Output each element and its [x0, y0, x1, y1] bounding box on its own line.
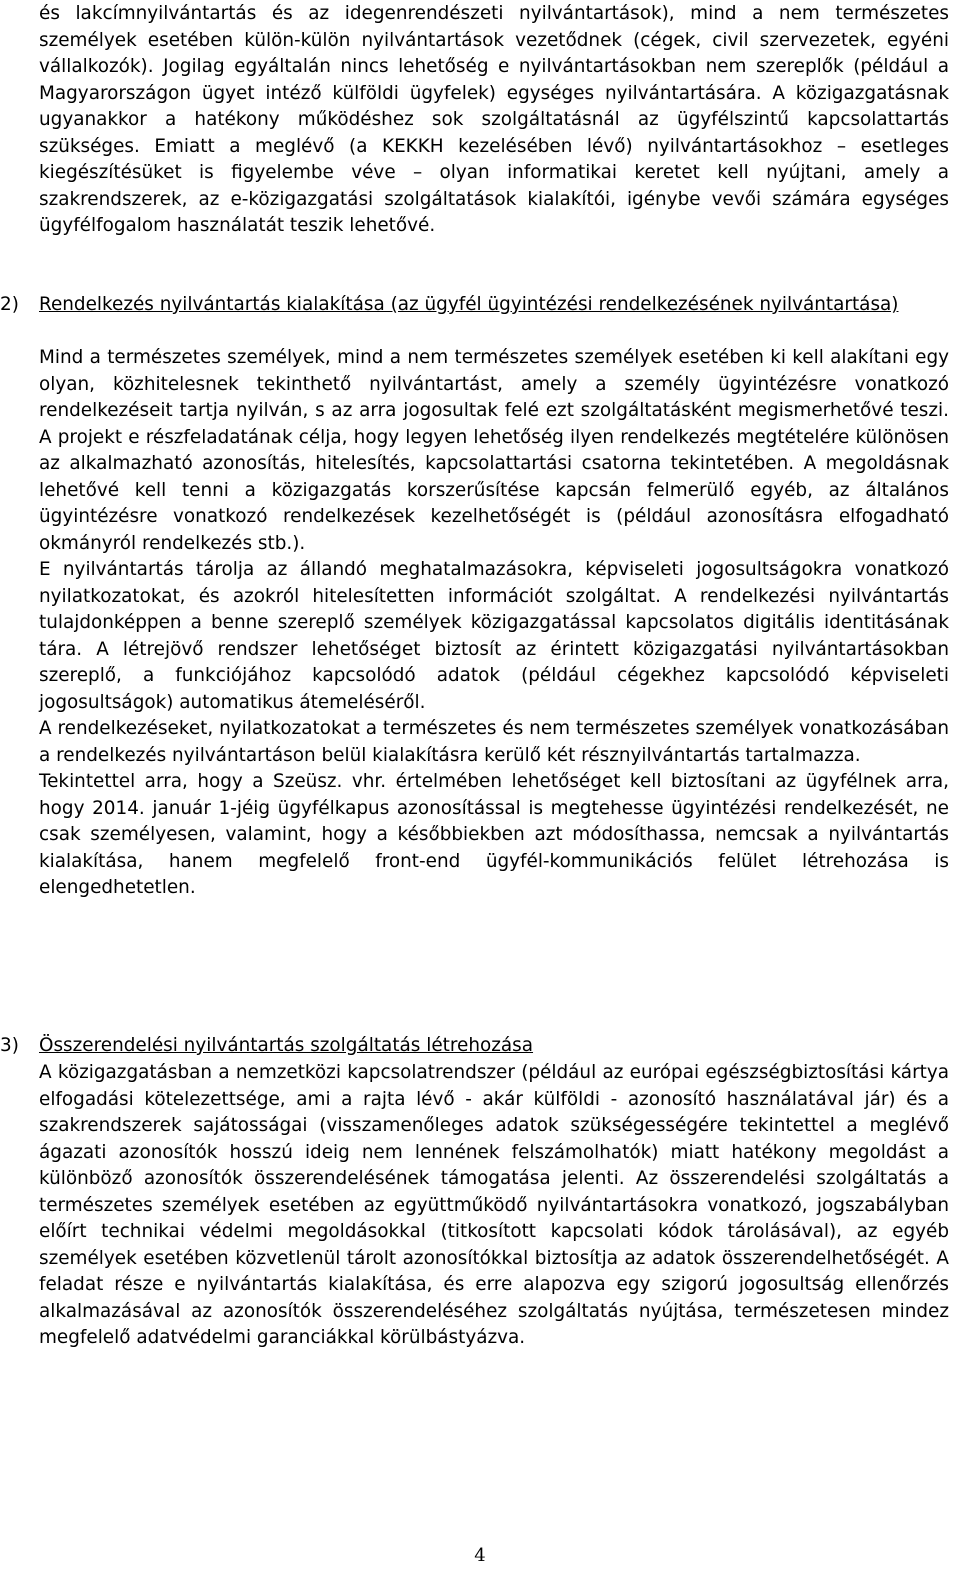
intro-paragraph: és lakcímnyilvántartás és az idegenrendészeti nyilvántartások), mind a nem természetes személyek esetében külön-külön nyilvántartások vezetődnek (cégek, civil szervezetek, egyéni vállalkozók). Jogilag egyáltalán nincs lehetőség e nyilvántartásokban nem szereplők (például a Magyarországon ügyet intéző külföldi ügyfelek) egységes nyilvántartására. A közigazgatásnak ugyanakkor a hatékony működéshez sok szolgáltatásnál az ügyfélszintű kapcsolattartás szükséges. Emiatt a meglévő (a KEKKH kezelésében lévő) nyilvántartásokhoz – esetleges kiegészítésüket is figyelembe véve – olyan informatikai keretet kell nyújtani, amely a szakrendszerek, az e-közigazgatási szolgáltatások kialakítói, igénybe vevői számára egységes ügyfélfogalom használatát teszik lehetővé. — [39, 3, 949, 236]
intro-paragraph-block — [39, 1, 949, 240]
section-2-paragraph-3: A rendelkezéseket, nyilatkozatokat a természetes és nem természetes személyek vonatkozásában a rendelkezés nyilvántartáson belül kialakításra kerülő két résznyilvántartás tartalmazza. — [39, 718, 949, 766]
section-2-number: 2) — [0, 294, 19, 315]
section-3-body — [39, 1060, 949, 1352]
section-2-body — [39, 345, 949, 902]
page-number: 4 — [474, 1545, 486, 1566]
section-3-title: Összerendelési nyilvántartás szolgáltatás létrehozása — [39, 1035, 534, 1056]
section-2-title: Rendelkezés nyilvántartás kialakítása (az ügyfél ügyintézési rendelkezésének nyilvántartása) — [39, 294, 899, 315]
section-2-heading — [0, 292, 960, 345]
section-2-paragraph-1: Mind a természetes személyek, mind a nem természetes személyek esetében ki kell alakítani egy olyan, közhitelesnek tekinthető nyilvántartást, amely a személy ügyintézésre vonatkozó rendelkezéseit tartja nyilván, s az arra jogosultak felé ezt szolgáltatásként megismerhetővé teszi. A projekt e részfeladatának célja, hogy legyen lehetőség ilyen rendelkezés megtételére különösen az alkalmazható azonosítás, hitelesítés, kapcsolattartási csatorna tekintetében. A megoldásnak lehetővé kell tenni a közigazgatás korszerűsítése kapcsán felmerülő egyéb, az általános ügyintézésre vonatkozó rendelkezések kezelhetőségét is (például azonosításra elfogadható okmányról rendelkezés stb.). — [39, 347, 949, 554]
section-2-paragraph-2: E nyilvántartás tárolja az állandó meghatalmazásokra, képviseleti jogosultságokra vonatkozó nyilatkozatokat, és azokról hitelesítetten információt szolgáltat. A rendelkezési nyilvántartás tulajdonképpen a benne szereplő személyek közigazgatással kapcsolatos digitális identitásának tára. A létrejövő rendszer lehetőséget biztosít az érintett közigazgatási nyilvántartásokban szereplő, a funkciójához kapcsolódó adatok (például cégekhez kapcsolódó képviseleti jogosultságok) automatikus átemeléséről. — [39, 559, 949, 713]
section-3-number: 3) — [0, 1035, 19, 1056]
section-3-heading — [0, 1033, 960, 1060]
section-2-paragraph-4: Tekintettel arra, hogy a Szeüsz. vhr. értelmében lehetőséget kell biztosítani az ügyfélnek arra, hogy 2014. január 1-jéig ügyfélkapus azonosítással is megtehesse ügyintézési rendelkezését, ne csak személyesen, valamint, hogy a későbbiekben azt módosíthassa, nemcsak a nyilvántartás kialakítása, hanem megfelelő front-end ügyfél-kommunikációs felület létrehozása is elengedhetetlen. — [39, 771, 949, 898]
section-3-paragraph-1: A közigazgatásban a nemzetközi kapcsolatrendszer (például az európai egészségbiztosítási kártya elfogadási kötelezettsége, ami a rajta lévő - akár külföldi - azonosító használatával jár) és a szakrendszerek sajátosságai (visszamenőleges adatok szükségességére tekintettel a meglévő ágazati azonosítók hosszú ideig nem lennének felszámolhatók) miatt hatékony megoldást a különböző azonosítók összerendelésének támogatása jelenti. Az összerendelési szolgáltatás a természetes személyek esetében az együttműködő nyilvántartásokra vonatkozó, jogszabályban előírt technikai védelmi megoldásokkal (titkosított kapcsolati kódok tárolásával), az egyéb személyek esetében közvetlenül tárolt azonosítókkal biztosítja az adatok összerendelhetőségét. A feladat része e nyilvántartás kialakítása, és erre alapozva egy szigorú jogosultság ellenőrzés alkalmazásával az azonosítók összerendeléséhez szolgáltatás nyújtása, természetesen mindez megfelelő adatvédelmi garanciákkal körülbástyázva. — [39, 1062, 949, 1348]
